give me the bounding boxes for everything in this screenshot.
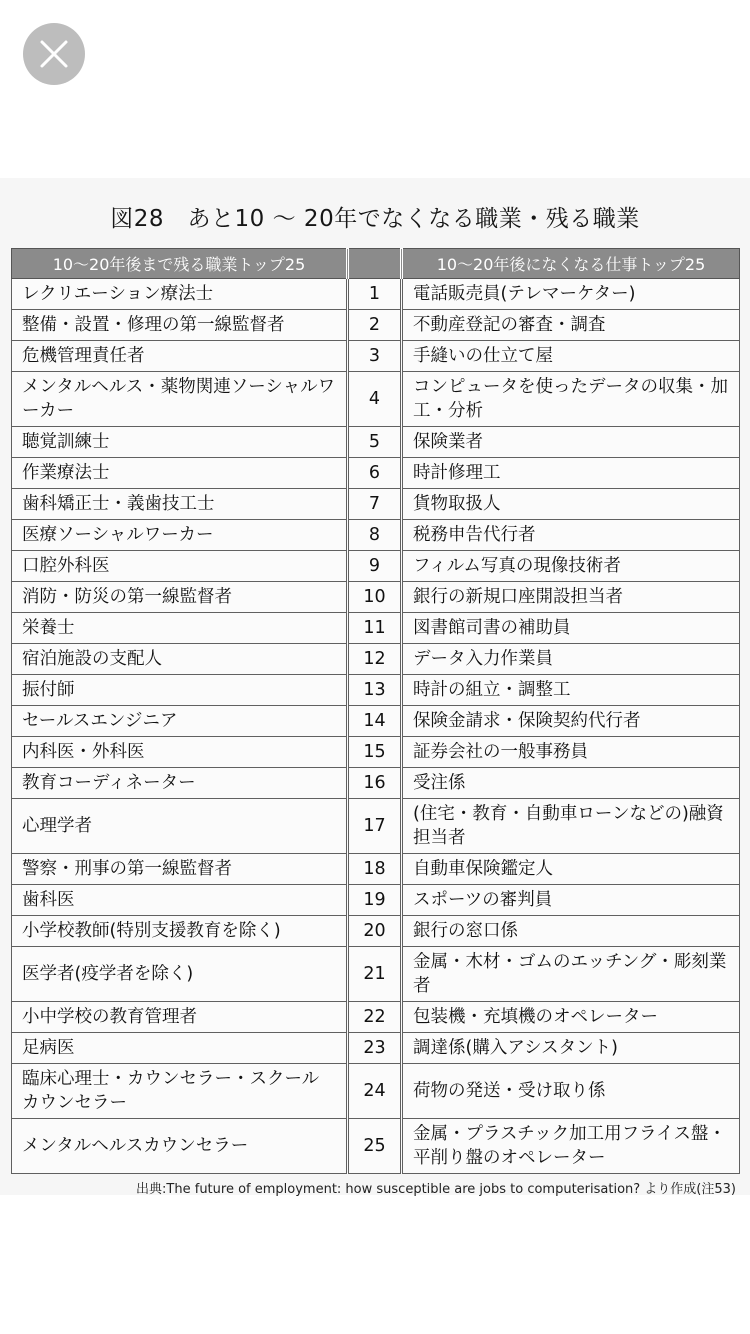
table-row <box>12 427 740 458</box>
vanishing-job-cell: 時計の組立・調整工 <box>402 675 740 706</box>
remaining-job-cell: 小中学校の教育管理者 <box>12 1002 348 1033</box>
vanishing-job-cell: 時計修理工 <box>402 458 740 489</box>
table-row <box>12 706 740 737</box>
table-row <box>12 341 740 372</box>
rank-cell: 25 <box>348 1119 402 1174</box>
rank-cell: 24 <box>348 1064 402 1119</box>
vanishing-job-cell: 金属・木材・ゴムのエッチング・彫刻業者 <box>402 947 740 1002</box>
remaining-job-cell: メンタルヘルス・薬物関連ソーシャルワーカー <box>12 372 348 427</box>
vanishing-job-cell: 図書館司書の補助員 <box>402 613 740 644</box>
vanishing-job-cell: データ入力作業員 <box>402 644 740 675</box>
rank-cell: 17 <box>348 799 402 854</box>
remaining-job-cell: 危機管理責任者 <box>12 341 348 372</box>
remaining-job-cell: 内科医・外科医 <box>12 737 348 768</box>
vanishing-job-cell: 税務申告代行者 <box>402 520 740 551</box>
remaining-job-cell: 栄養士 <box>12 613 348 644</box>
remaining-job-cell: 医療ソーシャルワーカー <box>12 520 348 551</box>
rank-cell: 20 <box>348 916 402 947</box>
close-button[interactable] <box>23 23 85 85</box>
remaining-job-cell: 整備・設置・修理の第一線監督者 <box>12 310 348 341</box>
rank-cell: 16 <box>348 768 402 799</box>
occupation-table <box>11 248 740 1174</box>
table-header-row <box>12 249 740 279</box>
header-remaining-jobs: 10～20年後まで残る職業トップ25 <box>12 249 348 279</box>
table-row <box>12 644 740 675</box>
table-row <box>12 520 740 551</box>
header-vanishing-jobs: 10～20年後になくなる仕事トップ25 <box>402 249 740 279</box>
table-row <box>12 885 740 916</box>
remaining-job-cell: 歯科医 <box>12 885 348 916</box>
close-icon <box>34 34 74 74</box>
rank-cell: 13 <box>348 675 402 706</box>
rank-cell: 3 <box>348 341 402 372</box>
source-citation: 出典:The future of employment: how susceptible are jobs to computerisation? より作成(注53) <box>136 1182 736 1197</box>
remaining-job-cell: 口腔外科医 <box>12 551 348 582</box>
vanishing-job-cell: 調達係(購入アシスタント) <box>402 1033 740 1064</box>
remaining-job-cell: 教育コーディネーター <box>12 768 348 799</box>
remaining-job-cell: 心理学者 <box>12 799 348 854</box>
vanishing-job-cell: 保険業者 <box>402 427 740 458</box>
vanishing-job-cell: フィルム写真の現像技術者 <box>402 551 740 582</box>
rank-cell: 10 <box>348 582 402 613</box>
vanishing-job-cell: 包装機・充填機のオペレーター <box>402 1002 740 1033</box>
table-row <box>12 768 740 799</box>
remaining-job-cell: 振付師 <box>12 675 348 706</box>
rank-cell: 22 <box>348 1002 402 1033</box>
header-rank <box>348 249 402 279</box>
vanishing-job-cell: コンピュータを使ったデータの収集・加工・分析 <box>402 372 740 427</box>
table-row <box>12 1002 740 1033</box>
table-row <box>12 799 740 854</box>
remaining-job-cell: 足病医 <box>12 1033 348 1064</box>
table-row <box>12 947 740 1002</box>
table-body <box>12 279 740 1174</box>
vanishing-job-cell: 自動車保険鑑定人 <box>402 854 740 885</box>
vanishing-job-cell: 不動産登記の審査・調査 <box>402 310 740 341</box>
vanishing-job-cell: 電話販売員(テレマーケター) <box>402 279 740 310</box>
rank-cell: 7 <box>348 489 402 520</box>
remaining-job-cell: 聴覚訓練士 <box>12 427 348 458</box>
table-row <box>12 458 740 489</box>
vanishing-job-cell: 証券会社の一般事務員 <box>402 737 740 768</box>
remaining-job-cell: 宿泊施設の支配人 <box>12 644 348 675</box>
table-row <box>12 1033 740 1064</box>
rank-cell: 21 <box>348 947 402 1002</box>
remaining-job-cell: 医学者(疫学者を除く) <box>12 947 348 1002</box>
rank-cell: 4 <box>348 372 402 427</box>
figure-image <box>0 178 750 1195</box>
table-row <box>12 372 740 427</box>
rank-cell: 5 <box>348 427 402 458</box>
vanishing-job-cell: 金属・プラスチック加工用フライス盤・平削り盤のオペレーター <box>402 1119 740 1174</box>
vanishing-job-cell: 貨物取扱人 <box>402 489 740 520</box>
vanishing-job-cell: 荷物の発送・受け取り係 <box>402 1064 740 1119</box>
remaining-job-cell: 警察・刑事の第一線監督者 <box>12 854 348 885</box>
remaining-job-cell: 臨床心理士・カウンセラー・スクールカウンセラー <box>12 1064 348 1119</box>
rank-cell: 12 <box>348 644 402 675</box>
vanishing-job-cell: 受注係 <box>402 768 740 799</box>
remaining-job-cell: メンタルヘルスカウンセラー <box>12 1119 348 1174</box>
remaining-job-cell: 歯科矯正士・義歯技工士 <box>12 489 348 520</box>
table-row <box>12 489 740 520</box>
table-row <box>12 737 740 768</box>
rank-cell: 6 <box>348 458 402 489</box>
vanishing-job-cell: 保険金請求・保険契約代行者 <box>402 706 740 737</box>
table-row <box>12 613 740 644</box>
rank-cell: 11 <box>348 613 402 644</box>
figure-title: 図28 あと10 ～ 20年でなくなる職業・残る職業 <box>110 206 640 232</box>
vanishing-job-cell: 手縫いの仕立て屋 <box>402 341 740 372</box>
remaining-job-cell: セールスエンジニア <box>12 706 348 737</box>
rank-cell: 2 <box>348 310 402 341</box>
remaining-job-cell: 消防・防災の第一線監督者 <box>12 582 348 613</box>
table-row <box>12 310 740 341</box>
table-row <box>12 675 740 706</box>
rank-cell: 9 <box>348 551 402 582</box>
table-row <box>12 582 740 613</box>
vanishing-job-cell: スポーツの審判員 <box>402 885 740 916</box>
rank-cell: 14 <box>348 706 402 737</box>
rank-cell: 18 <box>348 854 402 885</box>
vanishing-job-cell: 銀行の新規口座開設担当者 <box>402 582 740 613</box>
vanishing-job-cell: 銀行の窓口係 <box>402 916 740 947</box>
table-row <box>12 1119 740 1174</box>
rank-cell: 19 <box>348 885 402 916</box>
vanishing-job-cell: (住宅・教育・自動車ローンなどの)融資担当者 <box>402 799 740 854</box>
table-row <box>12 916 740 947</box>
rank-cell: 1 <box>348 279 402 310</box>
rank-cell: 8 <box>348 520 402 551</box>
table-row <box>12 551 740 582</box>
remaining-job-cell: 作業療法士 <box>12 458 348 489</box>
rank-cell: 23 <box>348 1033 402 1064</box>
table-row <box>12 1064 740 1119</box>
remaining-job-cell: 小学校教師(特別支援教育を除く) <box>12 916 348 947</box>
table-row <box>12 854 740 885</box>
rank-cell: 15 <box>348 737 402 768</box>
remaining-job-cell: レクリエーション療法士 <box>12 279 348 310</box>
table-row <box>12 279 740 310</box>
